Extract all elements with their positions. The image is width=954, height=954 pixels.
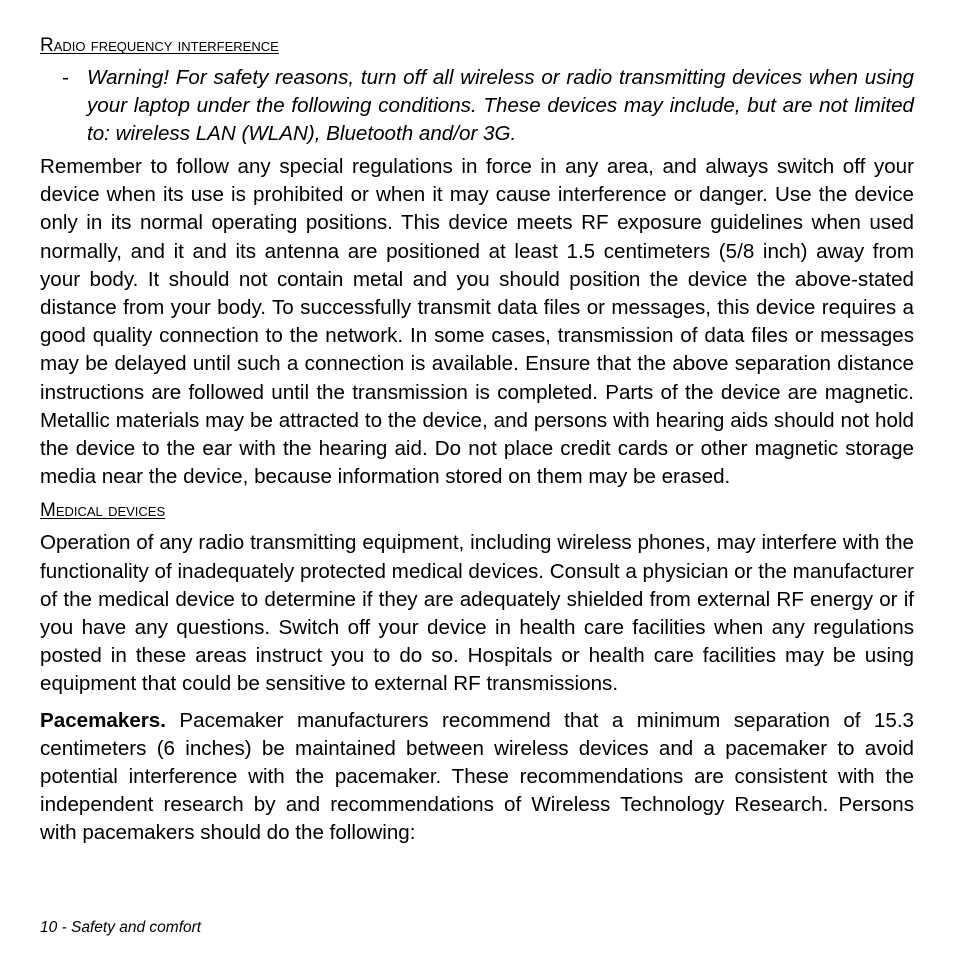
section-heading-radio-frequency-interference: Radio frequency interference xyxy=(40,35,279,56)
warning-list-item xyxy=(40,64,914,148)
document-page xyxy=(40,34,914,856)
list-dash: - xyxy=(62,66,69,89)
medical-devices-paragraph: Operation of any radio transmitting equipment, including wireless phones, may interfere with the functionality of inadequately protected medical devices. Consult a physician or the manufacturer of the medical device to determine if they are adequately shielded from external RF energy or if you have any questions. Switch off your device in health care facilities when any regulations posted in these areas instruct you to do so. Hospitals or health care facilities may be using equipment that could be sensitive to external RF transmissions. xyxy=(40,531,914,696)
warning-text: Warning! For safety reasons, turn off all wireless or radio transmitting devices when using your laptop under the following conditions. These devices may include, but are not limited to: wireless LAN (WLAN), Bluetooth and/or 3G. xyxy=(87,66,914,145)
page-footer: 10 - Safety and comfort xyxy=(40,919,202,936)
section-heading-medical-devices: Medical devices xyxy=(40,500,166,522)
pacemakers-paragraph xyxy=(40,707,914,848)
radio-frequency-paragraph: Remember to follow any special regulations in force in any area, and always switch off your device when its use is prohibited or when it may cause interference or danger. Use the device only in its normal operating positions. This device meets RF exposure guidelines when used normally, and it and its antenna are positioned at least 1.5 centimeters (5/8 inch) away from your body. It should not contain metal and you should position the device the above-stated distance from your body. To successfully transmit data files or messages, this device requires a good quality connection to the network. In some cases, transmission of data files or messages may be delayed until such a connection is available. Ensure that the above separation distance instructions are followed until the transmission is completed. Parts of the device are magnetic. Metallic materials may be attracted to the device, and persons with hearing aids should not hold the device to the ear with the hearing aid. Do not place credit cards or other magnetic storage media near the device, because information stored on them may be erased. xyxy=(40,155,914,489)
pacemakers-label: Pacemakers. xyxy=(40,708,166,732)
pacemakers-text: Pacemaker manufacturers recommend that a minimum separation of 15.3 centimeters (6 inches) be maintained between wireless devices and a pacemaker to avoid potential interference with the pacemaker. These recommendations are consistent with the independent research by and recommendations of Wireless Technology Research. Persons with pacemakers should do the following: xyxy=(40,708,914,845)
